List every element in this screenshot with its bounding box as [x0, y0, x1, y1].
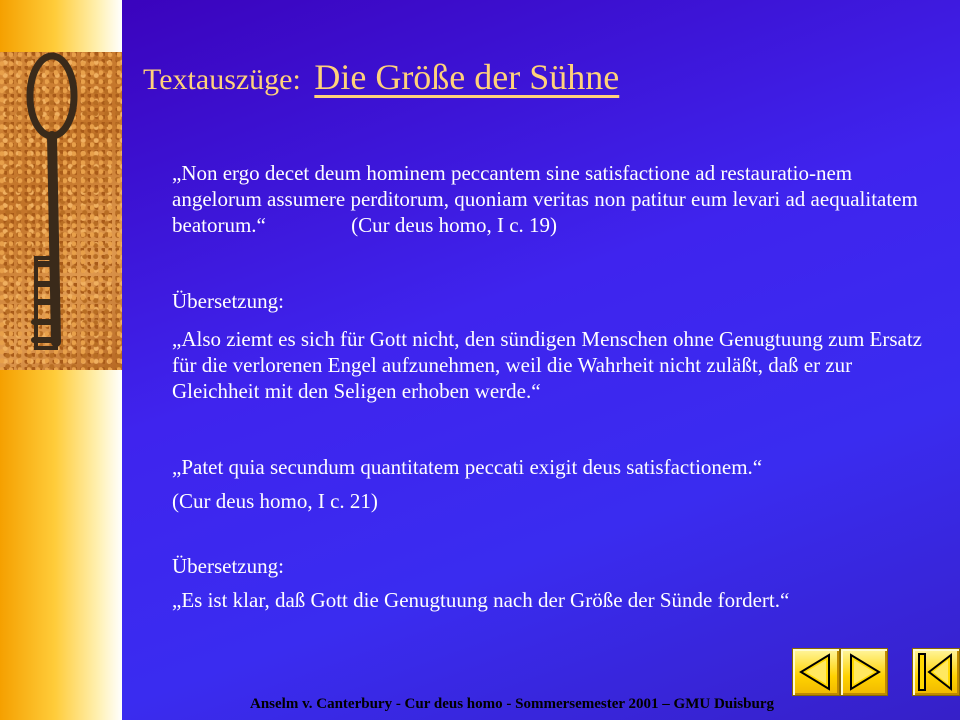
triangle-left-icon [793, 649, 839, 695]
slide-title [143, 56, 619, 98]
translation-label-2: Übersetzung: [172, 554, 284, 578]
quote-latin-1-citation: (Cur deus homo, I c. 19) [351, 213, 558, 237]
next-slide-button[interactable] [840, 648, 888, 696]
key-image [0, 52, 122, 370]
title-link[interactable]: Die Größe der Sühne [314, 57, 620, 97]
triangle-right-icon [841, 649, 887, 695]
quote-latin-2: „Patet quia secundum quantitatem peccati exigit deus satisfactionem.“ [172, 455, 763, 479]
nav-buttons [792, 648, 952, 698]
title-prefix: Textauszüge: [143, 63, 301, 96]
quote-latin-1 [172, 160, 934, 238]
quote-latin-1-text: „Non ergo decet deum hominem peccantem sine satisfactione ad restauratio-nem angelorum assumere perditorum, quoniam veritas non patitur eum levari ad aequalitatem beatorum.“ [172, 161, 918, 237]
return-button[interactable] [912, 648, 960, 696]
slide-footer [0, 696, 960, 713]
key-icon [0, 52, 122, 370]
translation-label-1: Übersetzung: [172, 289, 284, 313]
quote-german-2: „Es ist klar, daß Gott die Genugtuung nach der Größe der Sünde fordert.“ [172, 588, 790, 612]
prev-slide-button[interactable] [792, 648, 840, 696]
return-icon [913, 649, 959, 695]
quote-german-1: „Also ziemt es sich für Gott nicht, den sündigen Menschen ohne Genugtuung zum Ersatz für die verlorenen Engel aufzunehmen, weil die Wahrheit nicht zuläßt, daß er zur Gleichheit mit den Seligen erhoben werde.“ [172, 327, 922, 403]
quote-latin-2-citation: (Cur deus homo, I c. 21) [172, 489, 378, 513]
footer-text: Anselm v. Canterbury - Cur deus homo - Sommersemester 2001 – GMU Duisburg [249, 696, 774, 712]
